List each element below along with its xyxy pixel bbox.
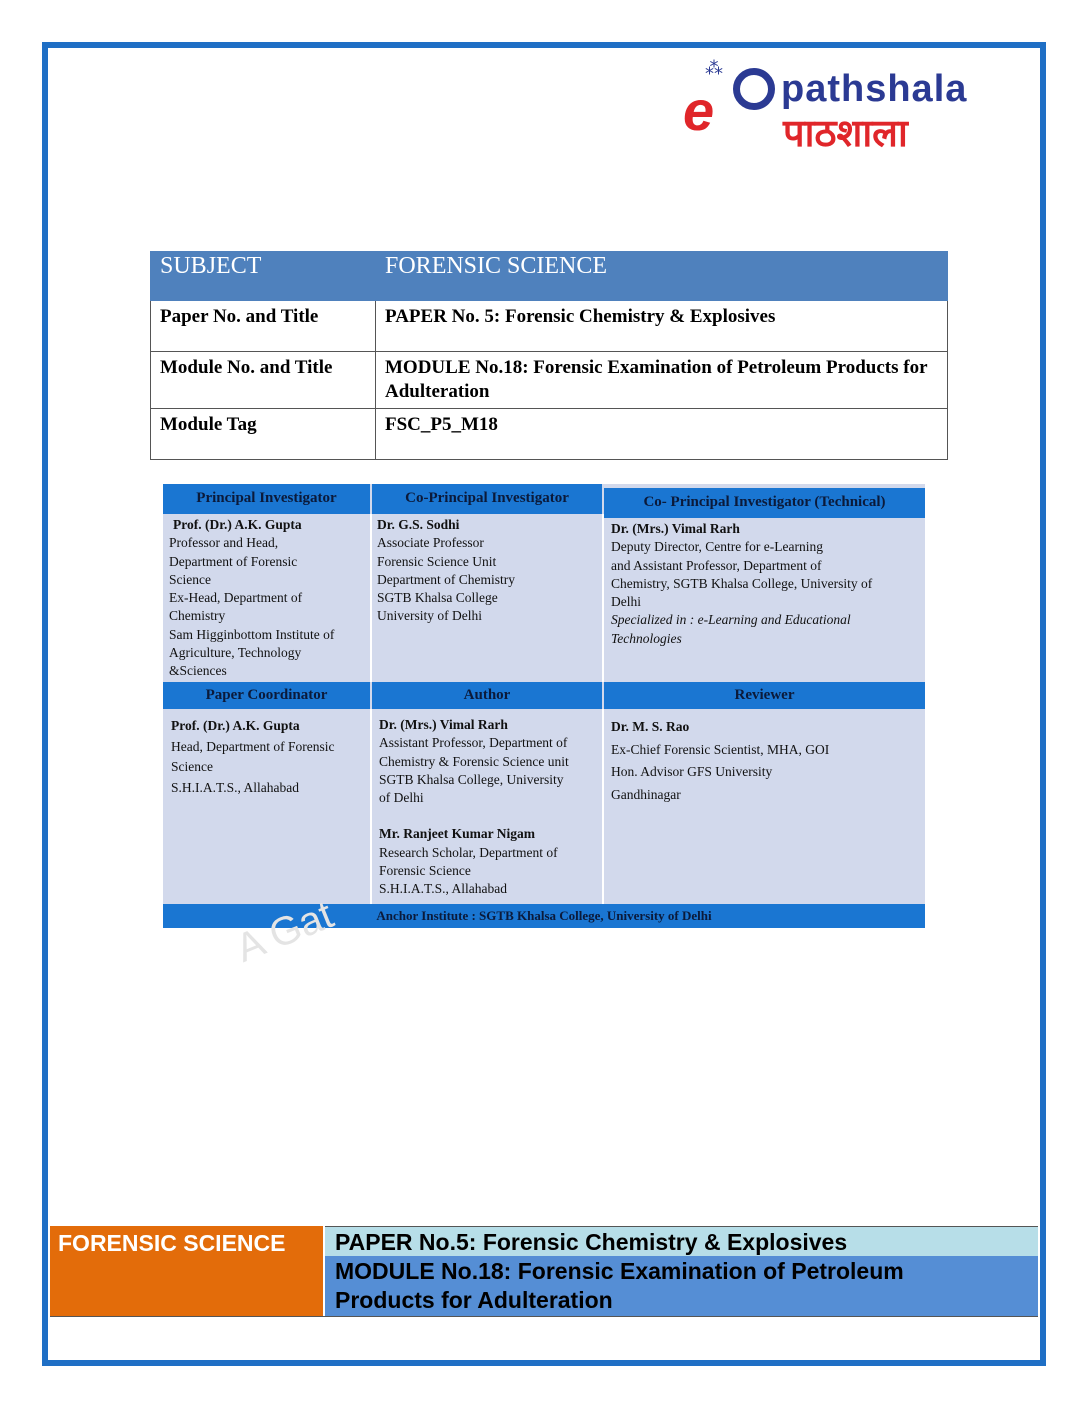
author-line: Assistant Professor, Department of	[379, 735, 568, 751]
author2-line: S.H.I.A.T.S., Allahabad	[379, 881, 507, 897]
copi-line: SGTB Khalsa College	[377, 590, 498, 606]
module-tag-value: FSC_P5_M18	[376, 409, 948, 460]
coordinator-line: Science	[171, 759, 213, 774]
logo-prefix: e	[683, 79, 715, 142]
author-name: Dr. (Mrs.) Vimal Rarh	[379, 717, 508, 732]
table-row	[151, 301, 948, 352]
footer-module-line: MODULE No.18: Forensic Examination of Petroleum	[335, 1258, 904, 1284]
paper-value: PAPER No. 5: Forensic Chemistry & Explosives	[376, 301, 948, 352]
copi-tech-specialization: Technologies	[611, 630, 682, 646]
author2-line: Research Scholar, Department of	[379, 844, 558, 860]
reviewer-cell	[611, 716, 923, 806]
pi-line: Science	[169, 571, 211, 587]
footer-module	[325, 1256, 1038, 1316]
logo-brand-hi: पाठशाला	[783, 111, 908, 155]
header-paper-coordinator: Paper Coordinator	[163, 682, 370, 709]
epathshala-logo	[683, 58, 1003, 158]
column-divider	[370, 709, 372, 904]
pi-line: Agriculture, Technology	[169, 645, 302, 661]
header-reviewer: Reviewer	[604, 682, 925, 709]
team-panel	[163, 484, 925, 928]
anchor-institute: Anchor Institute : SGTB Khalsa College, University of Delhi	[163, 904, 925, 928]
column-divider	[370, 514, 372, 682]
copi-tech-line: Chemistry, SGTB Khalsa College, University of	[611, 575, 873, 591]
table-row	[151, 409, 948, 460]
footer-subject: FORENSIC SCIENCE	[50, 1226, 323, 1316]
copi-line: Associate Professor	[377, 535, 484, 551]
coordinator-line: S.H.I.A.T.S., Allahabad	[171, 779, 299, 795]
copi-line: Forensic Science Unit	[377, 553, 497, 569]
reviewer-line: Hon. Advisor GFS University	[611, 764, 773, 779]
header-principal-investigator: Principal Investigator	[163, 484, 370, 514]
pi-line: Department of Forensic	[169, 553, 298, 569]
footer-paper: PAPER No.5: Forensic Chemistry & Explosives	[325, 1226, 1038, 1256]
copi-line: University of Delhi	[377, 608, 482, 624]
pi-line: Professor and Head,	[169, 535, 279, 551]
module-tag-label: Module Tag	[151, 409, 376, 460]
header-co-pi: Co-Principal Investigator	[372, 484, 602, 514]
copi-name: Dr. G.S. Sodhi	[377, 517, 460, 532]
logo-ring-icon	[733, 68, 775, 110]
footer	[50, 1226, 1038, 1316]
pi-cell	[169, 516, 369, 681]
subject-label: SUBJECT	[151, 252, 376, 301]
column-divider	[602, 709, 604, 904]
copi-cell	[377, 516, 599, 626]
pi-name: Prof. (Dr.) A.K. Gupta	[173, 517, 302, 532]
footer-divider	[50, 1316, 1038, 1317]
spacer	[379, 807, 601, 825]
coordinator-cell	[171, 716, 369, 798]
copi-tech-line: Deputy Director, Centre for e-Learning	[611, 539, 823, 555]
header-co-pi-technical: Co- Principal Investigator (Technical)	[604, 488, 925, 518]
copi-tech-name: Dr. (Mrs.) Vimal Rarh	[611, 521, 740, 536]
author2-name: Mr. Ranjeet Kumar Nigam	[379, 826, 535, 842]
pi-line: Chemistry	[169, 608, 226, 624]
subject-header-row	[151, 252, 948, 301]
reviewer-line: Gandhinagar	[611, 786, 681, 802]
footer-module-line: Products for Adulteration	[335, 1287, 613, 1313]
module-value: MODULE No.18: Forensic Examination of Petroleum Products for Adulteration	[376, 352, 948, 409]
pi-line: Ex-Head, Department of	[169, 590, 303, 606]
coordinator-name: Prof. (Dr.) A.K. Gupta	[171, 718, 300, 733]
author-line: Chemistry & Forensic Science unit	[379, 753, 569, 769]
copi-tech-line: Delhi	[611, 594, 641, 610]
subject-table	[150, 251, 948, 460]
people-icon: ⁂	[705, 58, 721, 78]
logo-brand-en: pathshala	[781, 68, 968, 110]
pi-line: &Sciences	[169, 663, 227, 679]
module-label: Module No. and Title	[151, 352, 376, 409]
paper-label: Paper No. and Title	[151, 301, 376, 352]
reviewer-name: Dr. M. S. Rao	[611, 719, 690, 734]
watermark: A Gat	[230, 892, 340, 971]
subject-value: FORENSIC SCIENCE	[376, 252, 948, 301]
author-line: SGTB Khalsa College, University	[379, 771, 564, 787]
reviewer-line: Ex-Chief Forensic Scientist, MHA, GOI	[611, 741, 830, 757]
author-line: of Delhi	[379, 790, 424, 806]
author2-line: Forensic Science	[379, 863, 471, 879]
coordinator-line: Head, Department of Forensic	[171, 738, 335, 754]
table-row	[151, 352, 948, 409]
copi-tech-specialization: Specialized in : e-Learning and Educational	[611, 612, 851, 628]
copi-line: Department of Chemistry	[377, 571, 515, 587]
pi-line: Sam Higginbottom Institute of	[169, 626, 335, 642]
header-author: Author	[372, 682, 602, 709]
copi-tech-cell	[611, 520, 923, 648]
copi-tech-line: and Assistant Professor, Department of	[611, 557, 822, 573]
column-divider	[602, 514, 604, 682]
author-cell	[379, 716, 601, 899]
